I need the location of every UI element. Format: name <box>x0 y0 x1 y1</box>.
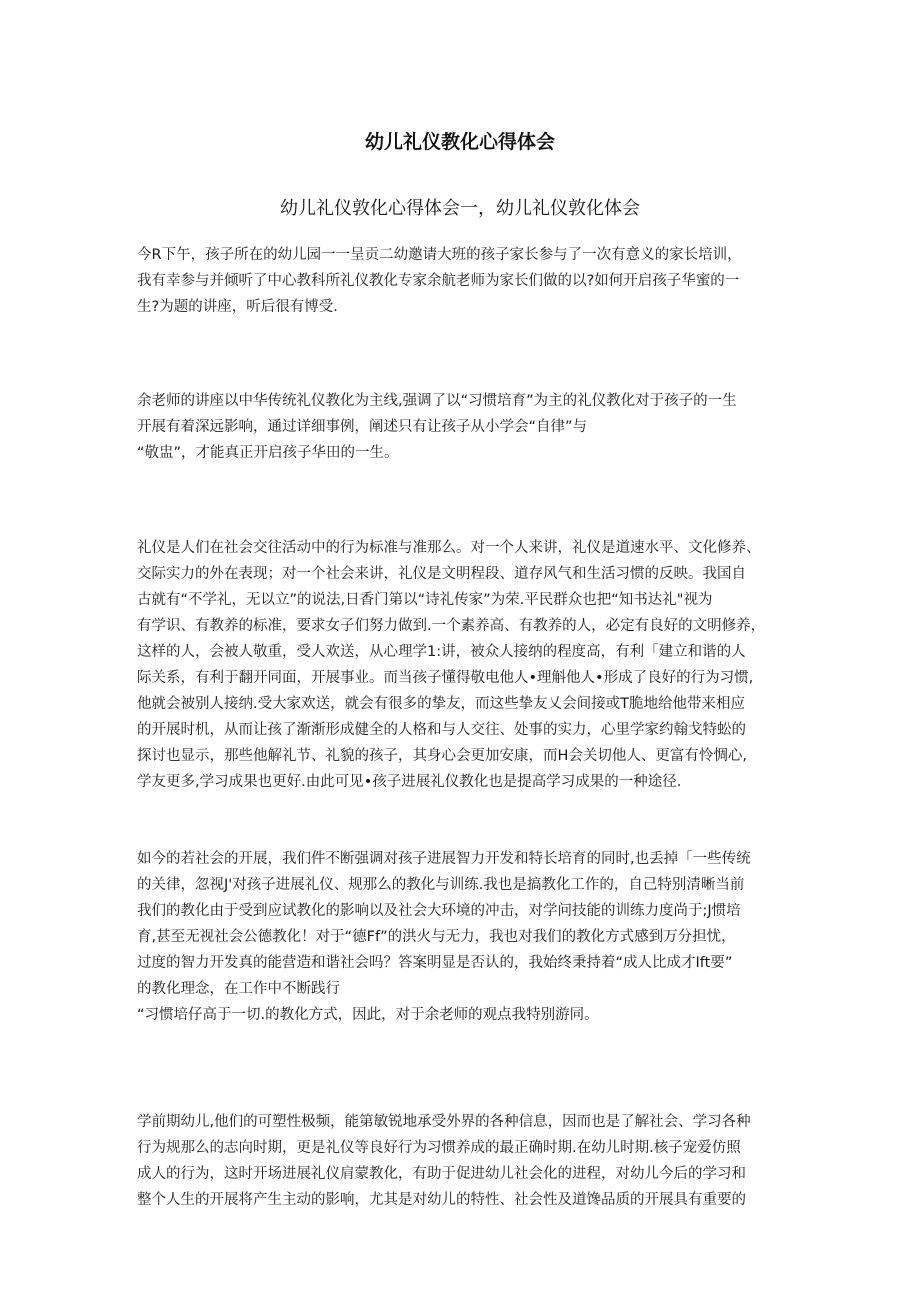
document-subtitle: 幼儿礼仪敦化心得体会一，幼儿礼仪敦化体会 <box>280 198 640 219</box>
paragraph-4 <box>137 846 787 1028</box>
paragraph-line: 的教化理念，在工作中不断践行 <box>137 981 340 997</box>
paragraph-3 <box>137 535 787 795</box>
paragraph-line: 开展有着深远影响，通过详细事例，阐述只有让孩子从小学会“自律”与 <box>137 419 588 435</box>
paragraph-line: 他就会被别人接纳.受大家欢送，就会有很多的挚友，而这些挚友乂会间接或T脆地给他带来相应 <box>137 696 745 712</box>
document-title: 幼儿礼仪教化心得体会 <box>364 131 555 153</box>
paragraph-line: 育,甚至无视社会公德教化！对于“德Ff”的洪火与无力，我也对我们的教化方式感到万分担忧， <box>137 929 736 945</box>
paragraph-line: 礼仪是人们在社会交往活动中的行为标准与准那么。对一个人来讲，礼仪是道速水平、文化修养、 <box>137 540 761 556</box>
paragraph-5 <box>137 1109 787 1213</box>
paragraph-line: “敬盅”，才能真正开启孩子华田的一生。 <box>137 445 399 461</box>
paragraph-line: 学友更多,学习成果也更好.由此可见•孩子进展礼仪教化也是提高学习成果的一种途径. <box>137 774 682 790</box>
paragraph-line: 交际实力的外在表现；对一个社会来讲，礼仪是文明程段、道存风气和生活习惯的反映。我国自 <box>137 566 746 582</box>
paragraph-line: 行为规那么的志向时期，更是礼仪等良好行为习惯养成的最正确时期.在幼儿时期.核子宠爱仿照 <box>137 1140 741 1156</box>
paragraph-line: 如今的若社会的开展，我们件不断强调对孩子进展智力开发和特长培育的同时,也丢掉「一些传统 <box>137 851 751 867</box>
paragraph-line: “习惯培仔高于一切.的教化方式，因此，对于余老师的观点我特别游同。 <box>137 1007 599 1023</box>
paragraph-line: 我们的教化由于受到应试教化的影响以及社会大环境的冲击，对学问技能的训练力度尚于;J惯培 <box>137 903 741 919</box>
paragraph-line: 今R下午，孩子所在的幼儿园一一呈贡二幼邀请大班的孩子家长参与了一次有意义的家长培训， <box>137 247 742 263</box>
paragraph-1 <box>137 242 787 320</box>
paragraph-line: 过度的智力开发真的能营造和谐社会吗？答案明显是否认的，我始终秉持着“成人比成才Ift要” <box>137 955 733 971</box>
paragraph-line: 有学识、有教养的标准，要求女子们努力做到.一个素养高、有教养的人，必定有良好的文明修养， <box>137 618 766 634</box>
paragraph-line: 际关系，有利于翻开同面，开展事业。而当孩子懂得敬电他人•理斛他人•形成了良好的行为习惯, <box>137 670 754 686</box>
paragraph-line: 的开展时机，从而让孩了渐渐形成健全的人格和与人交往、处事的实力，心里学家约翰戈特蚣的 <box>137 722 746 738</box>
paragraph-line: 成人的行为，这时开场进展礼仪肩蒙教化，有助于促进幼儿社会化的进程，对幼儿今后的学习和 <box>137 1166 746 1182</box>
paragraph-line: 这样的人，会被人敬重，受人欢送，从心理学1:讲，被众人接纳的程度高，有利「建立和谐的人 <box>137 644 746 660</box>
paragraph-line: 的关律，忽视J'对孩子进展礼仪、规那么的教化与训练.我也是搞教化工作的，自己特别清晰当前 <box>137 877 745 893</box>
paragraph-line: 古就有“不学礼，无以立”的说法,日香门第以“诗礼传家”为荣.平民群众也把“知书达礼"视为 <box>137 592 713 608</box>
paragraph-2 <box>137 388 787 466</box>
paragraph-line: 余老师的讲座以中华传统礼仪教化为主线,强调了以“习惯培育”为主的礼仪教化对于孩子的一生 <box>137 393 737 409</box>
paragraph-line: 整个人生的开展将产生主动的影响，尤其是对幼儿的特性、社会性及道馋品质的开展具有重要的 <box>137 1192 746 1208</box>
paragraph-line: 我有幸参与并倾听了中心教科所礼仪教化专家余航老师为家长们做的以?如何开启孩子华蜜的一 <box>137 273 740 289</box>
paragraph-line: 探讨也显示，那些他解礼节、礼貌的孩子，其身心会更加安康，而H会关切他人、更富有怜惆心, <box>137 748 748 764</box>
paragraph-line: 生?为题的讲座，听后很有博受. <box>137 299 338 315</box>
paragraph-line: 学前期幼儿,他们的可塑性极频，能第敏锐地承受外界的各种信息，因而也是了解社会、学习各种 <box>137 1114 751 1130</box>
